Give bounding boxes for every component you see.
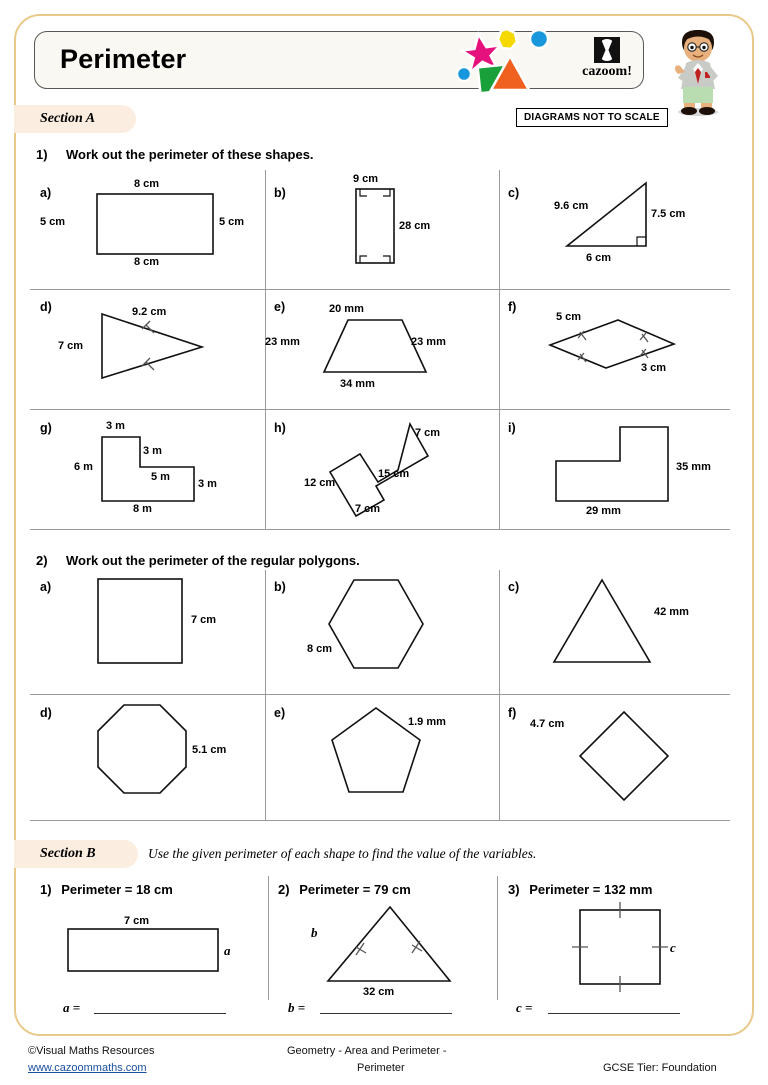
q1-col-divider-3b <box>499 410 500 529</box>
sectionb-item-1-answer-line <box>94 1013 226 1014</box>
q1-part-e-label-top: 20 mm <box>329 303 364 315</box>
sectionb-item-1-heading <box>40 882 173 897</box>
q2-part-b-label: 8 cm <box>307 643 333 655</box>
footer-copyright: ©Visual Maths Resources <box>28 1045 155 1057</box>
q1-part-h-label-long: 15 cm <box>378 468 410 480</box>
question-1-number: 1) <box>36 147 48 162</box>
q2-part-c-key: c) <box>508 580 520 594</box>
q1-part-h-key: h) <box>274 421 286 435</box>
q2-part-c-label: 42 mm <box>654 606 689 618</box>
sectionb-item-3-prompt: Perimeter = 132 mm <box>529 882 653 897</box>
q1-col-divider-2b <box>499 290 500 409</box>
student-mascot-icon <box>660 26 732 118</box>
q1-part-a-rectangle <box>96 193 214 255</box>
q1-part-a-key: a) <box>40 186 52 200</box>
sectionb-item-3-square <box>578 908 662 986</box>
q1-part-b-label-side: 28 cm <box>399 220 431 232</box>
q1-col-divider-1a <box>265 170 266 289</box>
q1-part-a-label-bottom: 8 cm <box>134 256 160 268</box>
sectionb-item-1-prompt: Perimeter = 18 cm <box>61 882 173 897</box>
q1-part-a-label-right: 5 cm <box>219 216 245 228</box>
q1-part-c-label-base: 6 cm <box>586 252 612 264</box>
q2-part-f-square-rotated <box>578 710 670 802</box>
footer-center-line1: Geometry - Area and Perimeter - <box>287 1045 447 1057</box>
sectionb-item-2-answer-label: b = <box>288 1000 306 1015</box>
q1-part-e-label-right: 23 mm <box>411 336 446 348</box>
q1-part-g-label-inner-h: 5 m <box>151 471 170 483</box>
q2-part-a-label: 7 cm <box>191 614 217 626</box>
hourglass-icon <box>594 37 620 63</box>
sectionb-item-3-label-c: c <box>670 940 676 955</box>
q2-part-d-label: 5.1 cm <box>192 744 227 756</box>
sectionb-item-1-label-side: a <box>224 943 231 958</box>
brand-name: cazoom! <box>582 64 632 79</box>
q2-part-e-label: 1.9 mm <box>408 716 446 728</box>
q1-part-g-label-left: 6 m <box>74 461 93 473</box>
q2-col-divider-2a <box>265 695 266 820</box>
q1-row-divider-3 <box>30 529 730 530</box>
q1-part-g-label-top: 3 m <box>106 420 125 432</box>
sectionb-item-2-prompt: Perimeter = 79 cm <box>299 882 411 897</box>
sectionb-item-1-label-top: 7 cm <box>124 915 150 927</box>
sectionb-item-2-triangle <box>326 905 452 983</box>
sectionb-col-divider-1 <box>268 876 269 1000</box>
q1-row-divider-2 <box>30 409 730 410</box>
section-b-banner <box>14 840 138 868</box>
q2-part-f-label: 4.7 cm <box>530 718 565 730</box>
sectionb-item-3-key: 3) <box>508 882 520 897</box>
sectionb-item-2-key: 2) <box>278 882 290 897</box>
q1-part-h-label-7b: 7 cm <box>355 503 381 515</box>
q2-part-e-key: e) <box>274 706 286 720</box>
q1-part-b-label-top: 9 cm <box>353 173 379 185</box>
q1-row-divider-1 <box>30 289 730 290</box>
question-2-number: 2) <box>36 553 48 568</box>
q2-col-divider-1a <box>265 570 266 694</box>
sectionb-item-2-label-base: 32 cm <box>363 986 395 998</box>
question-1-text: Work out the perimeter of these shapes. <box>66 147 314 162</box>
q2-part-b-hexagon <box>327 578 425 670</box>
q2-part-d-octagon <box>96 703 188 795</box>
q1-part-g-label-inner-v: 3 m <box>143 445 162 457</box>
sectionb-item-2-label-b: b <box>311 925 318 940</box>
q1-part-e-label-left: 23 mm <box>265 336 300 348</box>
sectionb-item-2-answer-line <box>320 1013 452 1014</box>
sectionb-item-1-rectangle <box>67 928 219 972</box>
q1-part-c-label-hyp: 9.6 cm <box>554 200 589 212</box>
q1-col-divider-1b <box>499 170 500 289</box>
q1-part-b-key: b) <box>274 186 286 200</box>
section-b-label: Section B <box>40 846 96 861</box>
q2-part-a-key: a) <box>40 580 52 594</box>
q2-row-divider-2 <box>30 820 730 821</box>
q1-part-a-label-top: 8 cm <box>134 178 160 190</box>
section-a-banner <box>14 105 136 133</box>
q1-part-i-label-right: 35 mm <box>676 461 711 473</box>
q1-part-c-key: c) <box>508 186 520 200</box>
sectionb-item-3-heading <box>508 882 652 897</box>
sectionb-item-2-heading <box>278 882 411 897</box>
q1-part-d-label-side: 9.2 cm <box>132 306 167 318</box>
cazoom-shapes-logo <box>455 26 565 96</box>
q2-part-b-key: b) <box>274 580 286 594</box>
q2-col-divider-1b <box>499 570 500 694</box>
section-b-note: Use the given perimeter of each shape to find the value of the variables. <box>148 846 537 861</box>
q1-part-h-label-short: 7 cm <box>415 427 441 439</box>
sectionb-col-divider-2 <box>497 876 498 1000</box>
q1-part-g-label-bottom: 8 m <box>133 503 152 515</box>
q1-part-g-label-right: 3 m <box>198 478 217 490</box>
q1-part-c-label-right: 7.5 cm <box>651 208 686 220</box>
q1-part-i-label-bottom: 29 mm <box>586 505 621 517</box>
question-2-text: Work out the perimeter of the regular polygons. <box>66 553 360 568</box>
q1-part-e-label-bottom: 34 mm <box>340 378 375 390</box>
page-title: Perimeter <box>60 44 187 74</box>
footer-url-link[interactable]: www.cazoommaths.com <box>28 1062 147 1074</box>
q1-part-f-key: f) <box>508 300 517 314</box>
q2-col-divider-2b <box>499 695 500 820</box>
q1-part-f-label-top: 5 cm <box>556 311 582 323</box>
q1-part-g-key: g) <box>40 421 52 435</box>
q1-part-a-label-left: 5 cm <box>40 216 66 228</box>
question-2-heading <box>36 553 360 568</box>
sectionb-item-3-answer-line <box>548 1013 680 1014</box>
q1-col-divider-3a <box>265 410 266 529</box>
q1-part-i-key: i) <box>508 421 516 435</box>
diagrams-not-to-scale-note: DIAGRAMS NOT TO SCALE <box>516 108 668 127</box>
footer-tier: GCSE Tier: Foundation <box>603 1062 717 1074</box>
q1-col-divider-2a <box>265 290 266 409</box>
q1-part-h-label-12: 12 cm <box>304 477 336 489</box>
q1-part-d-key: d) <box>40 300 52 314</box>
section-a-label: Section A <box>40 111 96 126</box>
q1-part-i-lshape <box>554 425 670 503</box>
q2-part-d-key: d) <box>40 706 52 720</box>
q2-part-a-square <box>97 578 183 664</box>
q1-part-d-label-left: 7 cm <box>58 340 84 352</box>
q1-part-d-triangle <box>100 312 204 380</box>
sectionb-item-1-answer-label: a = <box>63 1000 81 1015</box>
question-1-heading <box>36 147 314 162</box>
q1-part-c-triangle <box>566 182 648 248</box>
sectionb-item-3-answer-label: c = <box>516 1000 533 1015</box>
q1-part-b-rectangle <box>355 188 395 264</box>
footer-center-line2: Perimeter <box>357 1062 405 1074</box>
footer-url[interactable] <box>28 1062 147 1074</box>
q1-part-f-label-bottom: 3 cm <box>641 362 667 374</box>
q2-part-f-key: f) <box>508 706 517 720</box>
q2-row-divider-1 <box>30 694 730 695</box>
cazoom-logo <box>576 36 638 84</box>
q1-part-e-key: e) <box>274 300 286 314</box>
q2-part-c-triangle <box>552 578 652 664</box>
sectionb-item-1-key: 1) <box>40 882 52 897</box>
